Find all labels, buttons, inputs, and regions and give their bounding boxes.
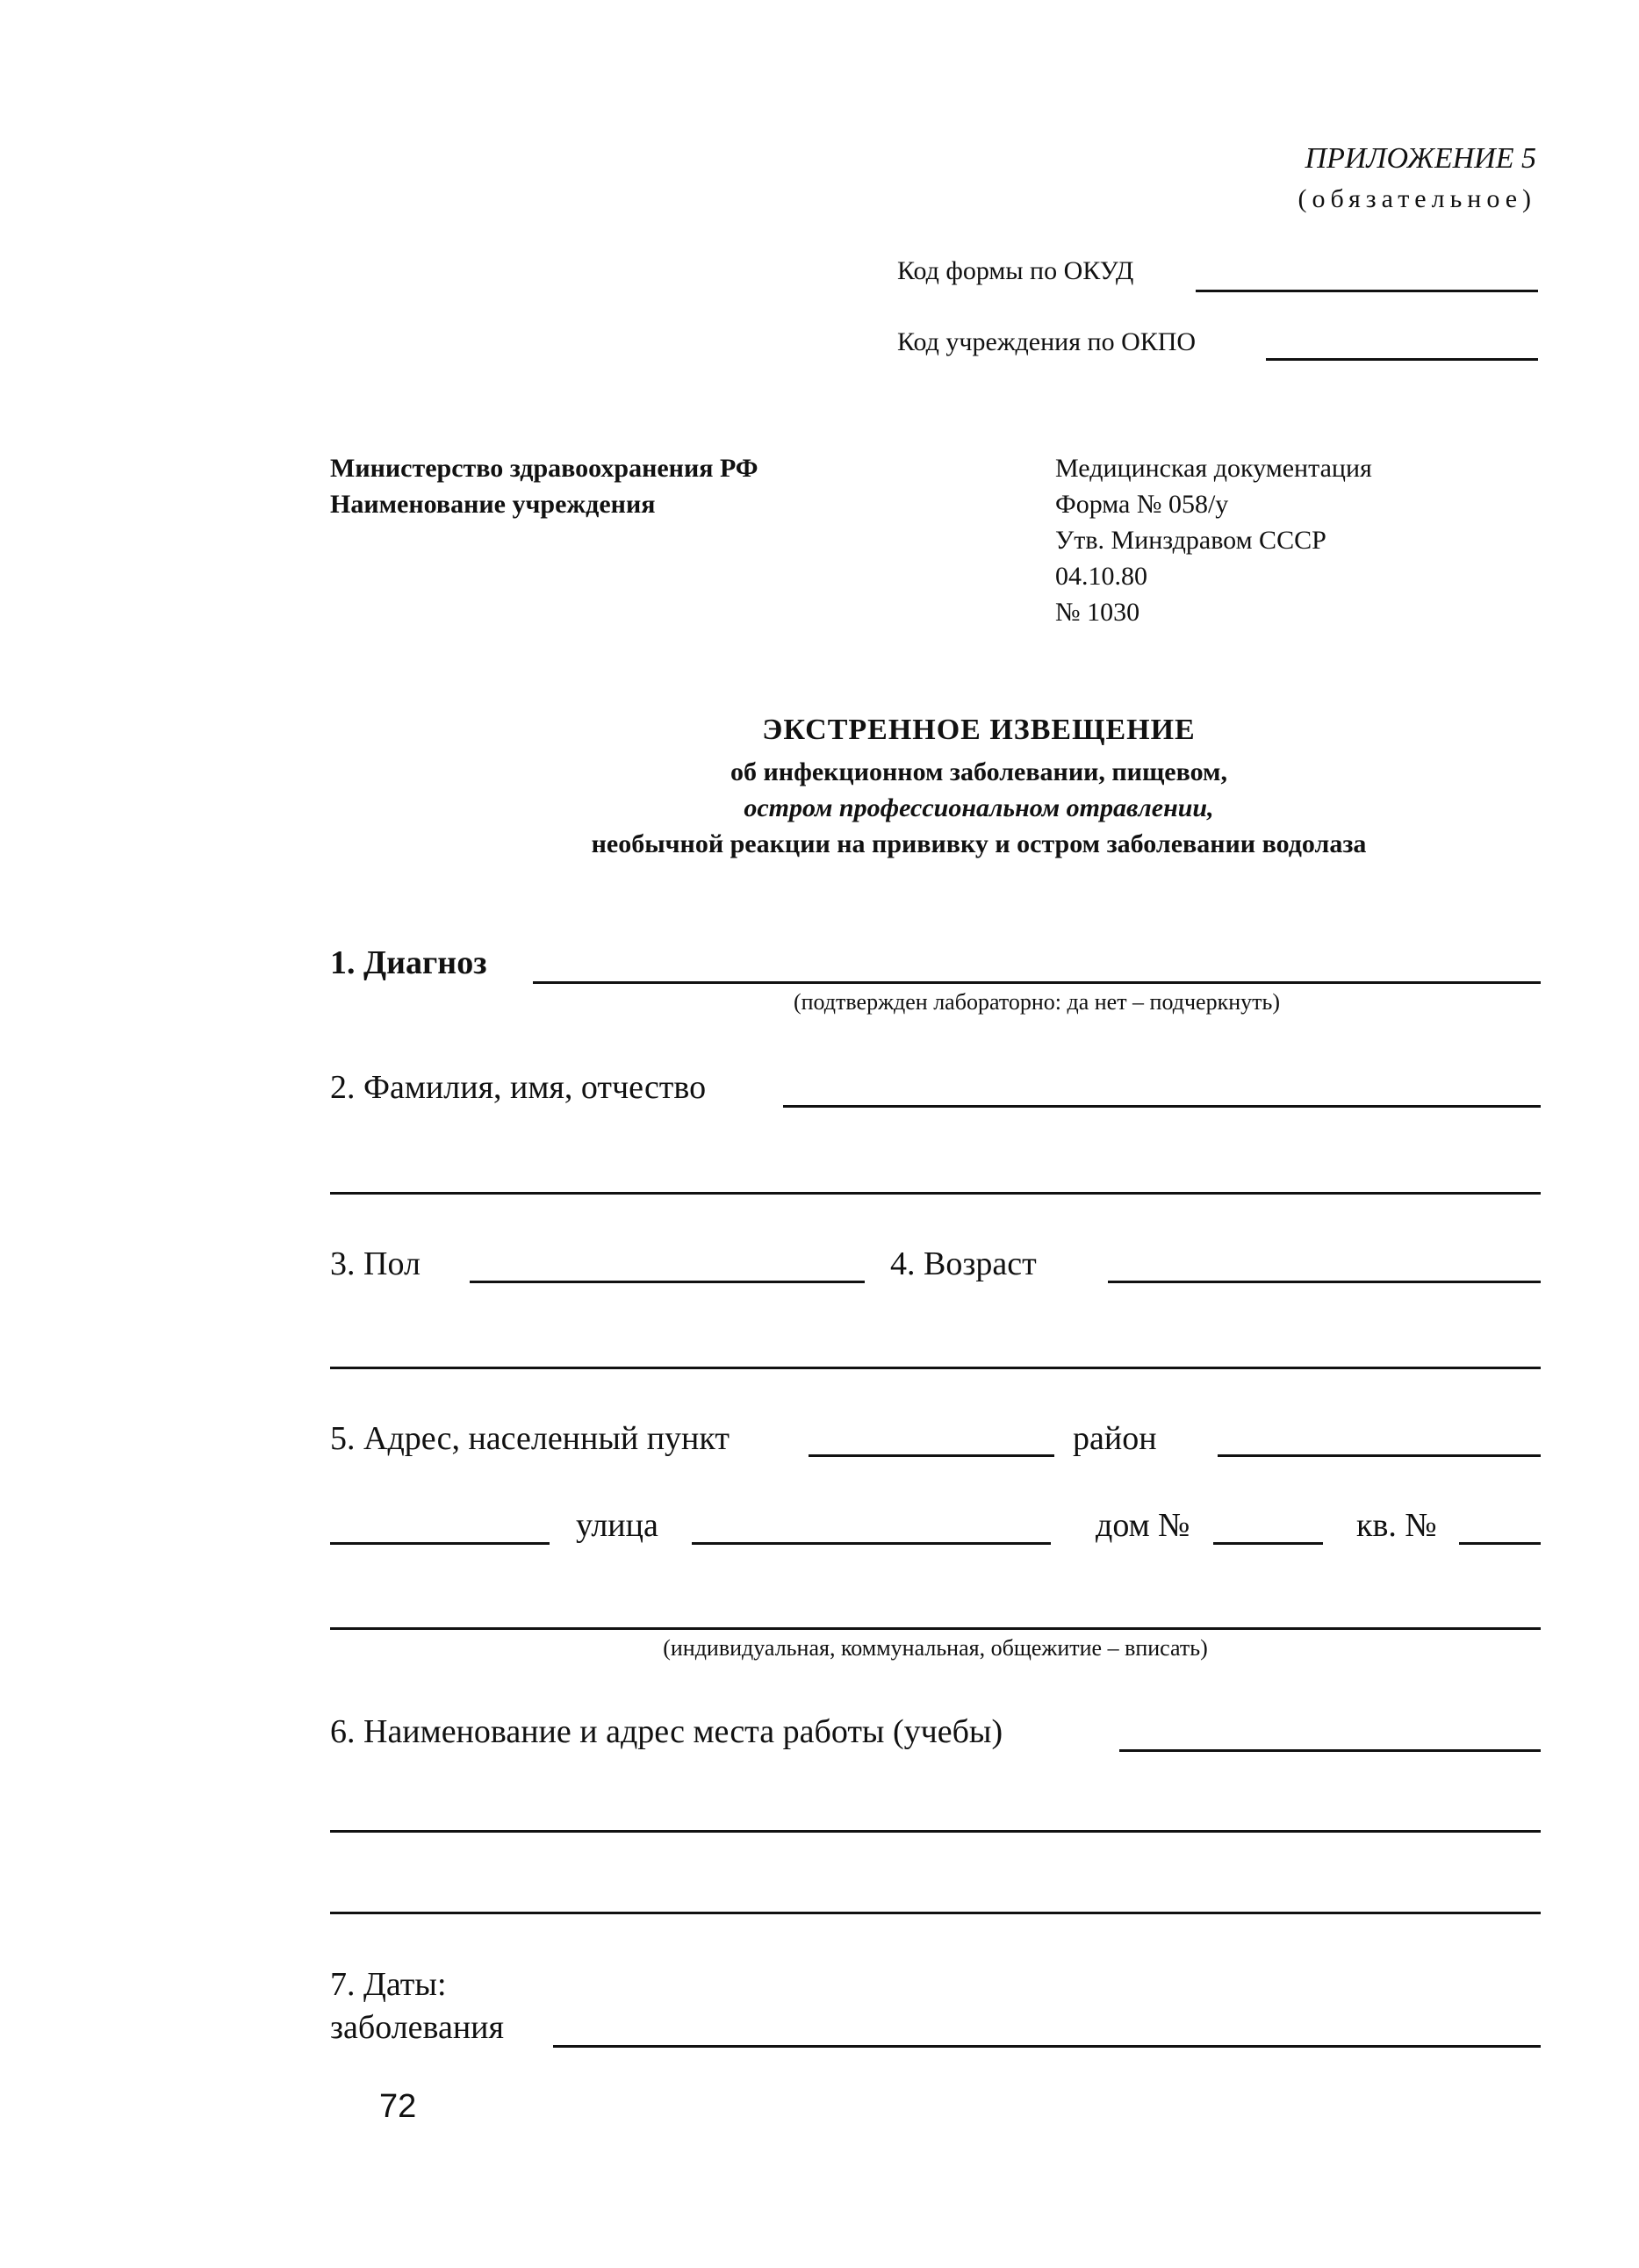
- district-field[interactable]: [1218, 1454, 1541, 1457]
- page-title: ЭКСТРЕННОЕ ИЗВЕЩЕНИЕ: [762, 714, 1196, 746]
- issuer-block: [330, 450, 758, 522]
- house-field[interactable]: [1213, 1542, 1323, 1545]
- title-sub-3: необычной реакции на прививку и остром заболевании водолаза: [591, 829, 1367, 858]
- workplace-field-2[interactable]: [330, 1830, 1541, 1833]
- form-approval-date: 04.10.80: [1055, 562, 1147, 591]
- workplace-field-3[interactable]: [330, 1912, 1541, 1914]
- full-name-field[interactable]: [783, 1105, 1541, 1108]
- ministry-name: Министерство здравоохранения РФ: [330, 454, 758, 483]
- diagnosis-field[interactable]: [533, 981, 1541, 984]
- page-number: 72: [379, 2088, 417, 2125]
- title-sub-1: об инфекционном заболевании, пищевом,: [730, 757, 1227, 786]
- mandatory-label: (обязательное): [1298, 184, 1536, 213]
- onset-date-label: заболевания: [330, 2009, 504, 2046]
- form-approval: Утв. Минздравом СССР: [1055, 526, 1326, 555]
- form-info-docs: Медицинская документация: [1055, 454, 1372, 483]
- age-field[interactable]: [1108, 1281, 1541, 1283]
- sex-age-extra-field[interactable]: [330, 1367, 1541, 1369]
- title-sub-2: остром профессиональном отравлении,: [744, 793, 1214, 822]
- street-label: улица: [576, 1507, 658, 1544]
- form-number: Форма № 058/у: [1055, 490, 1229, 519]
- title-block: [351, 714, 1607, 862]
- form-info-block: [1055, 450, 1372, 630]
- full-name-label: 2. Фамилия, имя, отчество: [330, 1069, 707, 1106]
- street-field[interactable]: [692, 1542, 1051, 1545]
- address-prefix-field[interactable]: [330, 1542, 550, 1545]
- sex-label: 3. Пол: [330, 1245, 421, 1282]
- age-label: 4. Возраст: [890, 1245, 1037, 1282]
- okud-label: Код формы по ОКУД: [897, 256, 1134, 285]
- appendix-label: ПРИЛОЖЕНИЕ 5: [1305, 142, 1536, 175]
- sex-field[interactable]: [470, 1281, 865, 1283]
- okpo-field[interactable]: [1266, 358, 1538, 361]
- apartment-label: кв. №: [1356, 1507, 1437, 1544]
- okud-field[interactable]: [1196, 290, 1538, 292]
- onset-date-field[interactable]: [553, 2045, 1541, 2048]
- diagnosis-label: 1. Диагноз: [330, 944, 487, 981]
- house-label: дом №: [1096, 1507, 1190, 1544]
- locality-field[interactable]: [809, 1454, 1054, 1457]
- diagnosis-note: (подтвержден лабораторно: да нет – подчеркнуть): [793, 989, 1280, 1015]
- workplace-label: 6. Наименование и адрес места работы (учебы): [330, 1713, 1003, 1750]
- form-order-number: № 1030: [1055, 598, 1140, 627]
- address-label: 5. Адрес, населенный пункт: [330, 1420, 730, 1457]
- district-label: район: [1073, 1420, 1157, 1457]
- apartment-field[interactable]: [1459, 1542, 1541, 1545]
- institution-name: Наименование учреждения: [330, 490, 656, 519]
- housing-type-field[interactable]: [330, 1627, 1541, 1630]
- okpo-label: Код учреждения по ОКПО: [897, 327, 1197, 356]
- housing-type-note: (индивидуальная, коммунальная, общежитие – вписать): [663, 1635, 1208, 1661]
- workplace-field[interactable]: [1119, 1749, 1541, 1752]
- full-name-field-2[interactable]: [330, 1192, 1541, 1195]
- dates-label: 7. Даты:: [330, 1966, 447, 2003]
